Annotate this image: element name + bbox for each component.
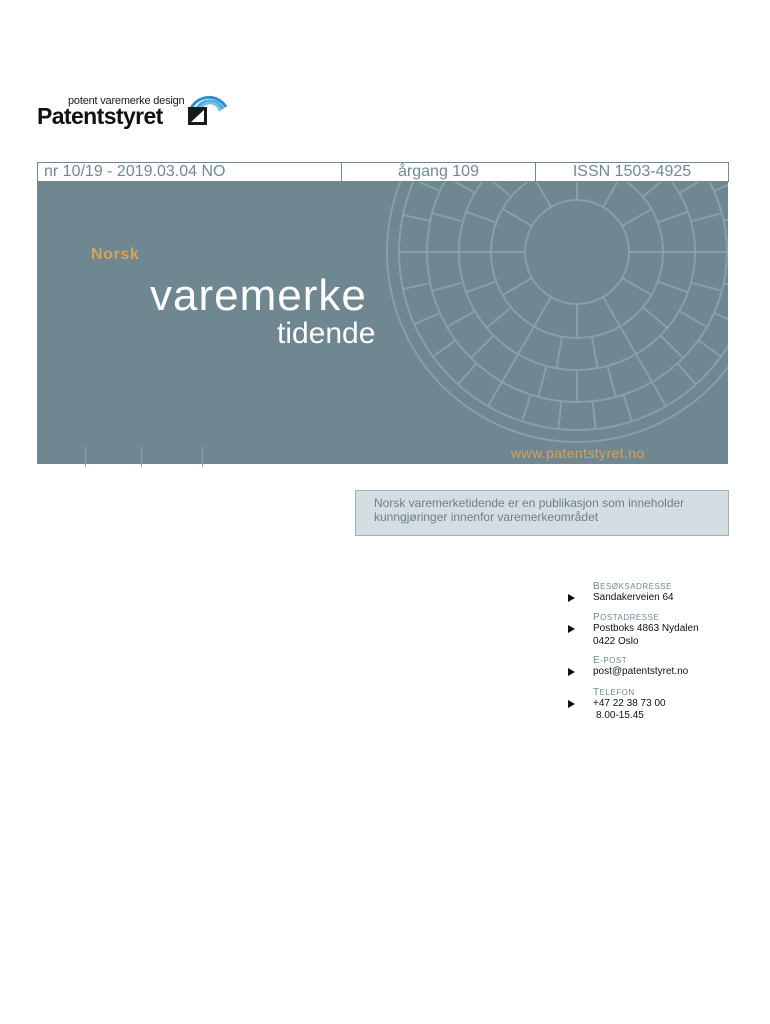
website-link[interactable]: www.patentstyret.no (511, 445, 645, 461)
volume-number: årgang 109 (342, 163, 536, 181)
divider-tick (141, 447, 142, 467)
description-text: Norsk varemerketidende er en publikasjon som inneholder kunngjøringer innenfor varemerkeområdet (374, 496, 685, 524)
arrow-right-icon (568, 700, 575, 708)
postal-address-line2: 0422 Oslo (593, 636, 639, 647)
banner-norsk: Norsk (91, 246, 140, 263)
logo-name: Patentstyret (37, 103, 163, 129)
logo-mark-icon (186, 85, 230, 127)
phone-label: TELEFON (593, 687, 635, 698)
phone-number: +47 22 38 73 00 (593, 698, 666, 709)
cover-banner (37, 182, 728, 464)
description-box (355, 490, 729, 536)
manhole-cover-pattern-icon (37, 182, 728, 464)
issue-number: nr 10/19 - 2019.03.04 NO (38, 163, 342, 181)
email-link[interactable]: post@patentstyret.no (593, 666, 689, 677)
logo-tagline: potent varemerke design (68, 95, 185, 107)
issn-number: ISSN 1503-4925 (572, 163, 692, 180)
banner-title: varemerke (150, 271, 367, 320)
banner-subtitle: tidende (277, 317, 376, 350)
postal-address-label: POSTADRESSE (593, 612, 660, 623)
arrow-right-icon (568, 625, 575, 633)
arrow-right-icon (568, 594, 575, 602)
visit-address-label: BESØKSADRESSE (593, 581, 672, 592)
arrow-right-icon (568, 668, 575, 676)
issue-info-bar (37, 162, 729, 182)
postal-address-line1: Postboks 4863 Nydalen (593, 623, 699, 634)
opening-hours: 8.00-15.45 (596, 710, 644, 721)
email-label: E-POST (593, 655, 628, 666)
divider-tick (202, 447, 203, 467)
visit-address: Sandakerveien 64 (593, 592, 674, 603)
divider-tick (85, 447, 86, 467)
